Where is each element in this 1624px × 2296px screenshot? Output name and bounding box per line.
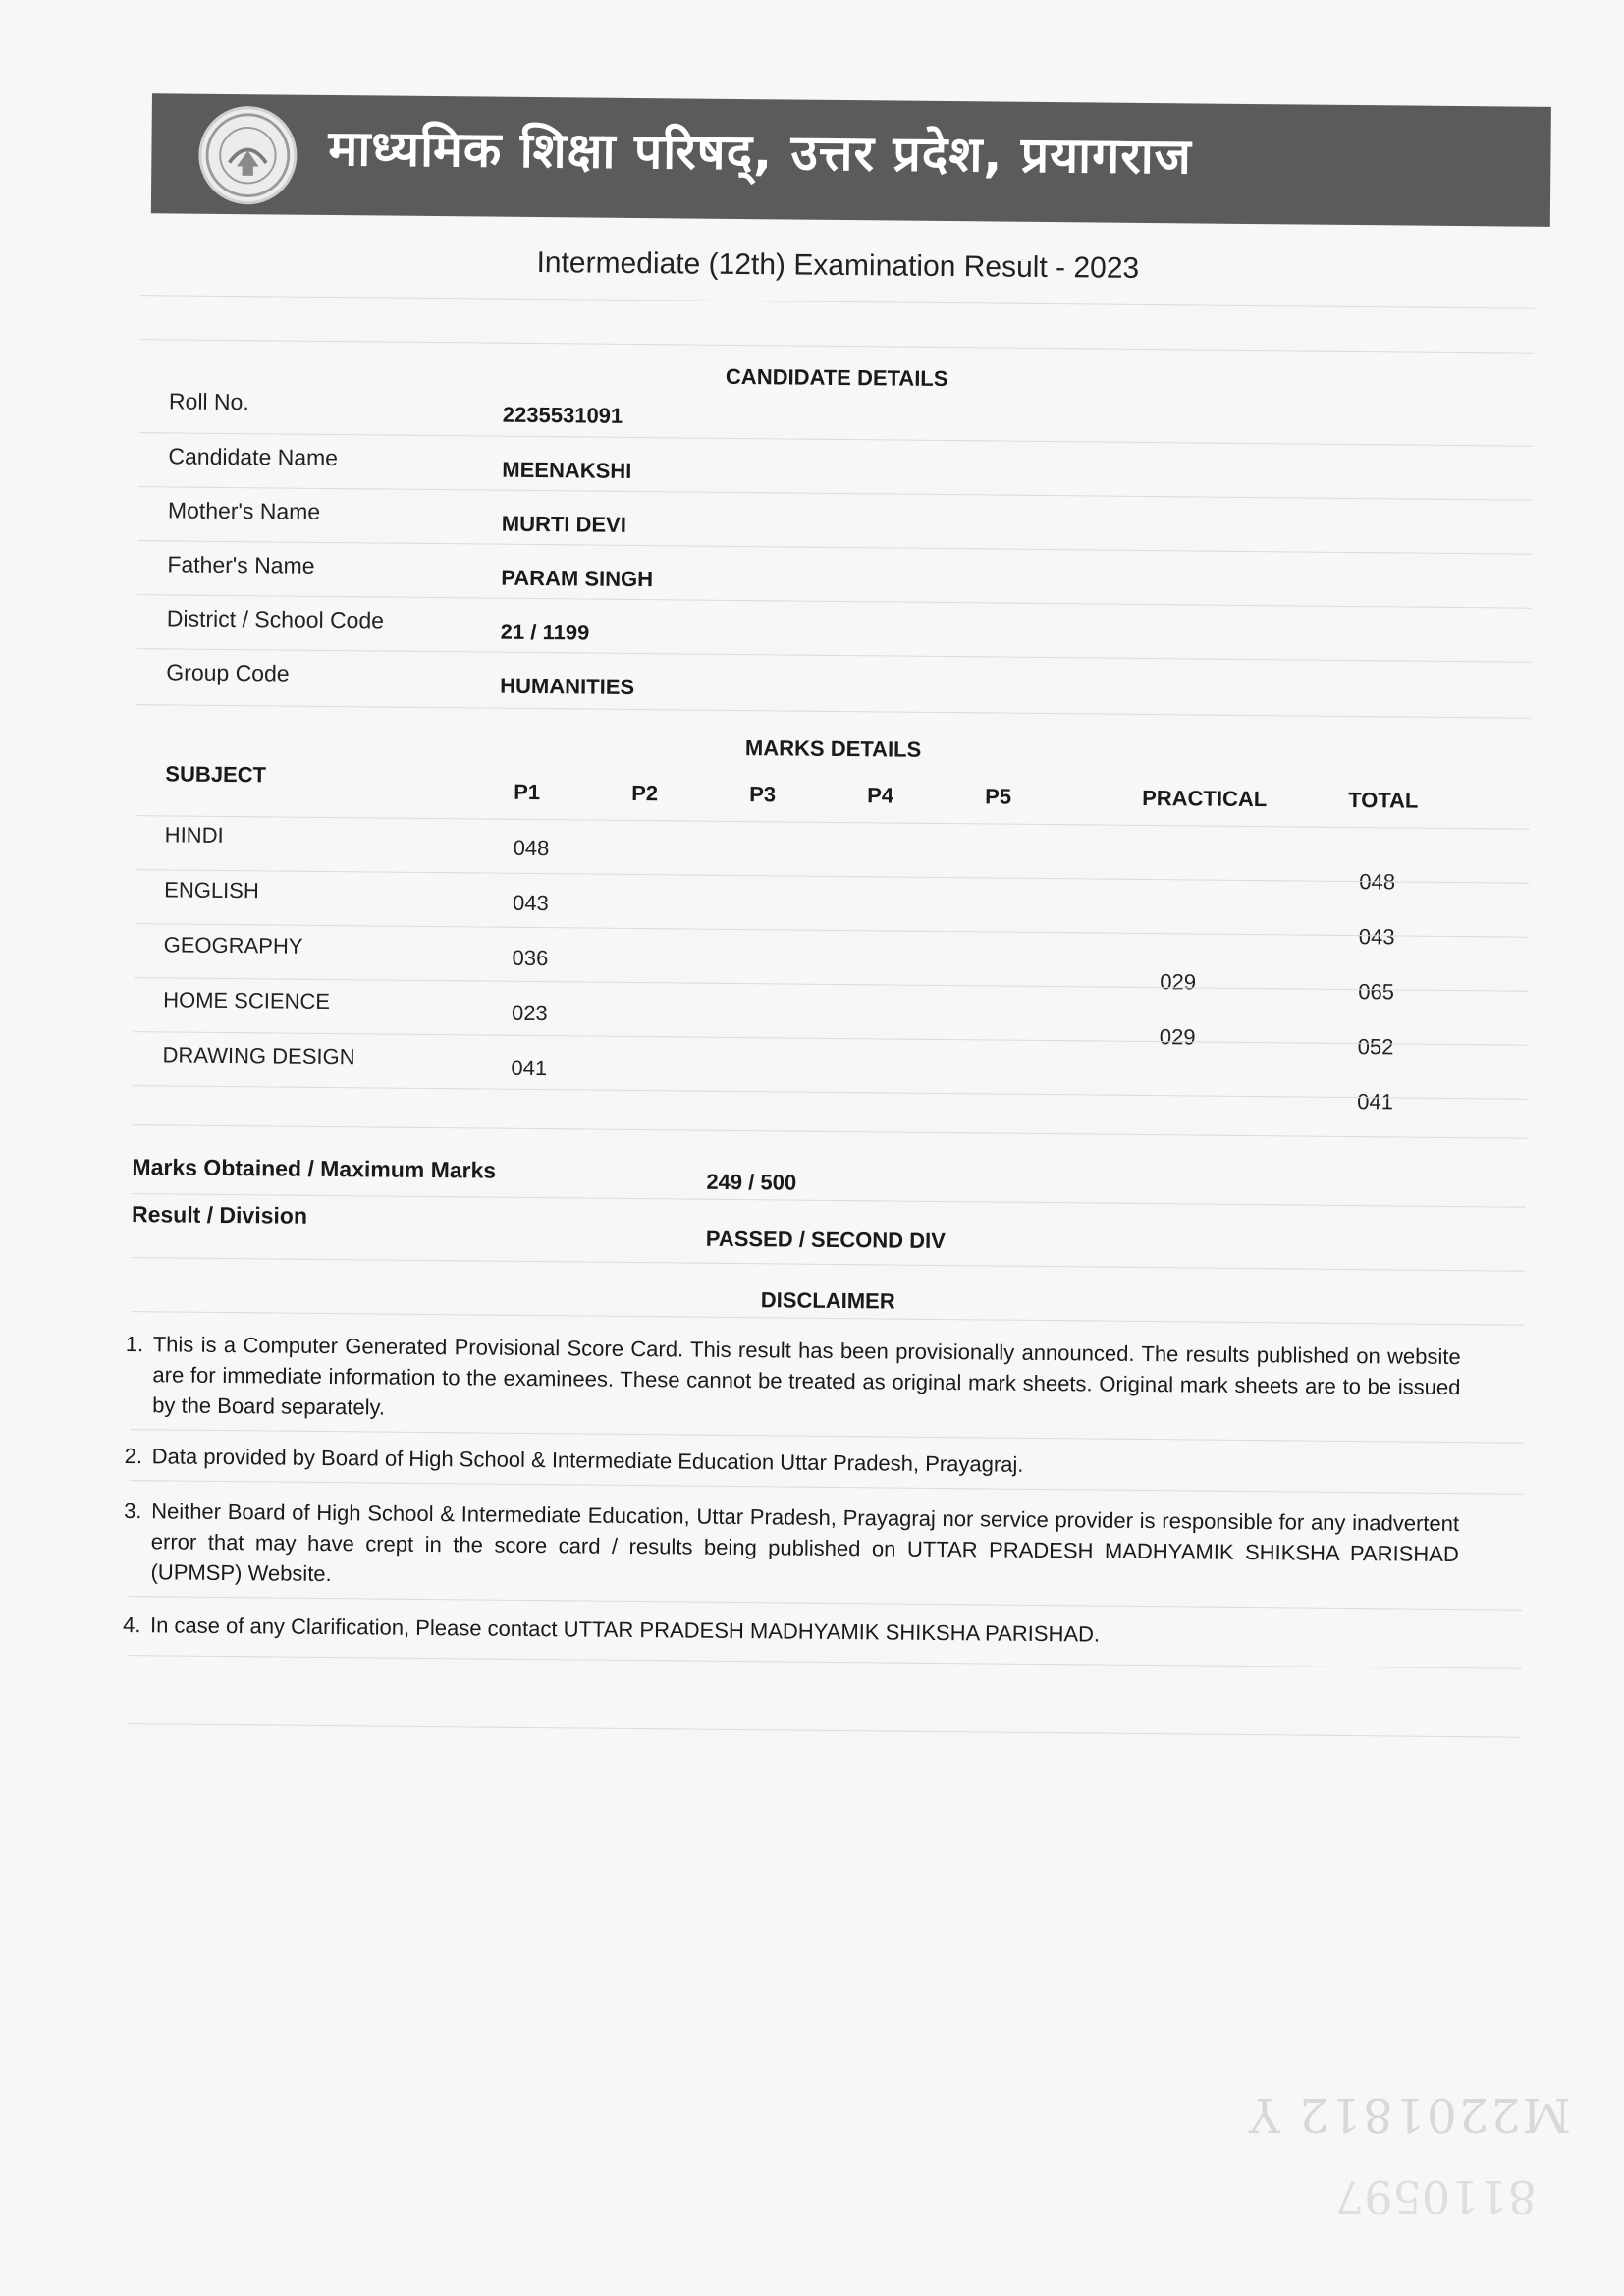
column-header-p2: P2 [631,780,659,806]
roll-no-label: Roll No. [168,388,249,415]
mothers-name-label: Mother's Name [167,497,321,524]
fathers-name-value: PARAM SINGH [501,565,654,592]
board-logo-icon [198,106,298,205]
p1-mark: 041 [511,1055,548,1081]
column-header-p1: P1 [514,779,541,805]
disclaimer-text: This is a Computer Generated Provisional Score Card. This result has been provisionally announced. The results published on website are for immediate information to the examinees. These cannot be treated as original mark sheets. Original mark sheets are to be issued by the Board separately. [152,1332,1461,1420]
result-sheet [111,93,1551,1875]
subject-name: HOME SCIENCE [163,987,331,1014]
district-school-code-value: 21 / 1199 [500,619,590,645]
subject-name: ENGLISH [164,877,259,903]
disclaimer-number: 2. [124,1444,143,1469]
total-mark: 065 [1358,979,1395,1005]
board-title: माध्यमिक शिक्षा परिषद्, उत्तर प्रदेश, प्रयागराज [328,119,1193,186]
column-header-total: TOTAL [1348,787,1419,813]
marks-details-heading: MARKS DETAILS [744,736,922,762]
candidate-details-heading: CANDIDATE DETAILS [725,363,948,392]
group-code-value: HUMANITIES [500,673,635,699]
divider [140,339,1535,354]
column-header-p3: P3 [749,782,777,807]
group-code-label: Group Code [166,659,290,686]
disclaimer-text: Neither Board of High School & Intermediate Education, Uttar Pradesh, Prayagraj nor service provider is responsible for any inadvertent error that may have crept in the score card / results being published on UTTAR PRADESH MADHYAMIK SHIKSHA PARISHAD (UPMSP) Website. [150,1499,1460,1587]
column-header-p5: P5 [985,784,1012,809]
total-mark: 052 [1357,1034,1394,1060]
marks-obtained-value: 249 / 500 [706,1169,797,1195]
column-header-subject: SUBJECT [165,761,267,788]
total-mark: 041 [1357,1089,1394,1115]
practical-mark: 029 [1159,1024,1196,1050]
p1-mark: 023 [511,1000,548,1026]
subject-name: HINDI [164,822,224,847]
handwritten-note: M2201812 Y [1247,2087,1571,2142]
result-division-value: PASSED / SECOND DIV [705,1226,947,1254]
candidate-name-value: MEENAKSHI [502,457,632,483]
p1-mark: 036 [512,945,549,971]
divider [140,295,1535,309]
subject-name: GEOGRAPHY [163,932,303,958]
candidate-name-label: Candidate Name [168,443,339,471]
disclaimer-item [125,1329,1461,1433]
disclaimer-heading: DISCLAIMER [760,1287,895,1314]
p1-mark: 043 [512,890,549,916]
disclaimer-number: 3. [124,1499,142,1524]
exam-result-title: Intermediate (12th) Examination Result - 2023 [536,246,1140,285]
handwritten-note: 8110597 [1335,2170,1537,2223]
column-header-practical: PRACTICAL [1142,785,1268,812]
header-bar [151,93,1551,227]
mothers-name-value: MURTI DEVI [501,511,627,537]
total-mark: 043 [1358,924,1395,950]
disclaimer-number: 1. [125,1332,144,1357]
disclaimer-item [123,1496,1459,1600]
disclaimer-item [123,1610,1458,1653]
disclaimer-text: Data provided by Board of High School & Intermediate Education Uttar Pradesh, Prayagraj. [151,1444,1024,1477]
column-header-p4: P4 [867,783,894,808]
disclaimer-text: In case of any Clarification, Please contact UTTAR PRADESH MADHYAMIK SHIKSHA PARISHAD. [149,1613,1101,1647]
practical-mark: 029 [1160,969,1197,995]
total-mark: 048 [1359,869,1396,895]
roll-no-value: 2235531091 [502,402,623,428]
disclaimer-number: 4. [122,1613,141,1638]
district-school-code-label: District / School Code [166,605,385,633]
marks-obtained-label: Marks Obtained / Maximum Marks [132,1154,497,1183]
disclaimer-item [125,1441,1460,1484]
p1-mark: 048 [513,835,550,861]
result-division-label: Result / Division [131,1201,308,1229]
subject-name: DRAWING DESIGN [162,1042,355,1069]
fathers-name-label: Father's Name [167,551,315,578]
